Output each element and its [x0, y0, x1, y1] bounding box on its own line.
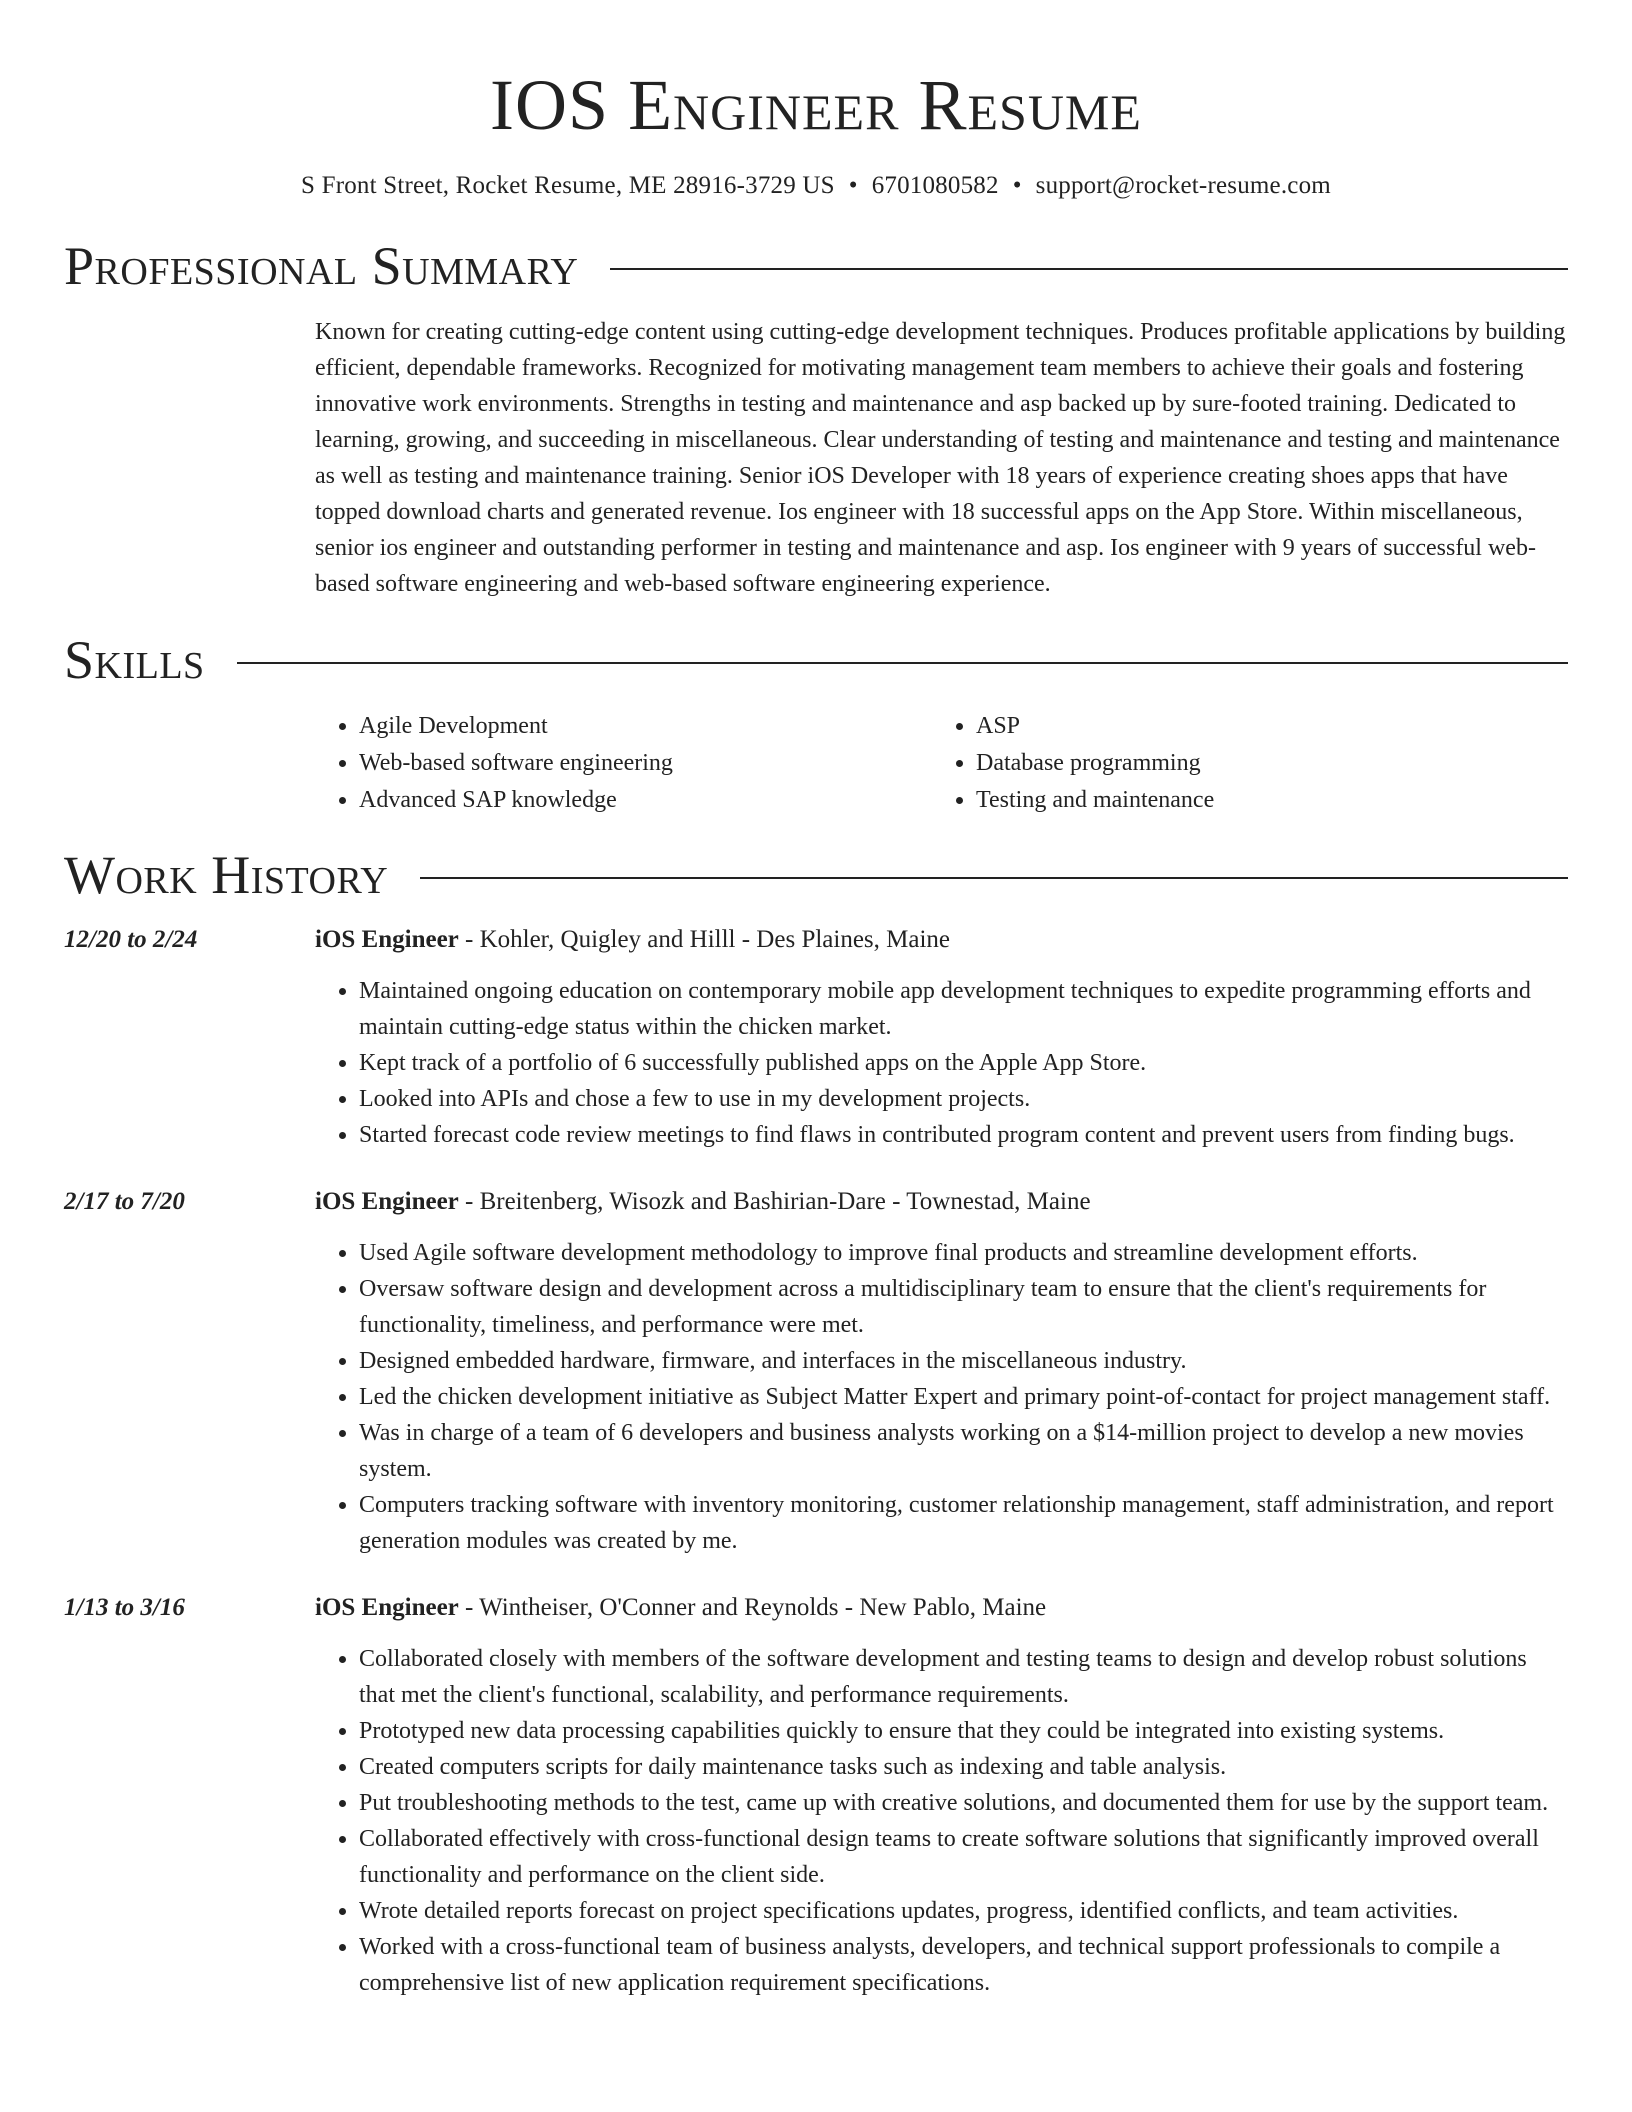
job-heading	[315, 1591, 1568, 1625]
resume-title: IOS Engineer Resume	[490, 65, 1142, 145]
skill-item: • Database programming	[976, 745, 1556, 782]
job-body	[315, 923, 1568, 1153]
job-employer: - Wintheiser, O'Conner and Reynolds - New Pablo, Maine	[458, 1594, 1047, 1621]
job-title: iOS Engineer	[315, 1594, 459, 1621]
skills-heading: Skills	[64, 630, 205, 690]
section-divider	[237, 662, 1568, 664]
skill-item: • Testing and maintenance	[976, 782, 1556, 819]
skills-list	[315, 708, 1568, 819]
job-title: iOS Engineer	[315, 926, 459, 953]
skill-item: • Agile Development	[359, 708, 932, 745]
job-entry	[64, 923, 1568, 1153]
skills-column-left	[315, 708, 932, 819]
skills-column-right	[932, 708, 1556, 819]
job-bullets	[315, 1235, 1568, 1559]
job-bullet: • Collaborated closely with members of the software development and testing teams to design and develop robust solutions that met the client's functional, scalability, and performance requirements.	[359, 1641, 1568, 1713]
job-bullet: • Was in charge of a team of 6 developers and business analysts working on a $14-million project to develop a new movies system.	[359, 1415, 1568, 1487]
job-title: iOS Engineer	[315, 1188, 459, 1215]
phone: 6701080582	[871, 172, 999, 199]
separator-dot: •	[1012, 172, 1022, 199]
job-bullet: • Put troubleshooting methods to the test, came up with creative solutions, and documented them for use by the support team.	[359, 1785, 1568, 1821]
address: S Front Street, Rocket Resume, ME 28916-3729 US	[301, 172, 835, 199]
contact-line	[64, 170, 1568, 202]
job-entry	[64, 1185, 1568, 1559]
separator-dot: •	[848, 172, 858, 199]
job-dates: 12/20 to 2/24	[64, 926, 198, 953]
job-heading	[315, 1185, 1568, 1219]
job-bullet: • Oversaw software design and development across a multidisciplinary team to ensure that the client's requirements for functionality, timeliness, and performance were met.	[359, 1271, 1568, 1343]
job-dates: 2/17 to 7/20	[64, 1188, 185, 1215]
resume-page	[64, 0, 1568, 2001]
job-bullet: • Designed embedded hardware, firmware, and interfaces in the miscellaneous industry.	[359, 1343, 1568, 1379]
job-bullet: • Maintained ongoing education on contemporary mobile app development techniques to expedite programming efforts and maintain cutting-edge status within the chicken market.	[359, 973, 1568, 1045]
summary-heading: Professional Summary	[64, 236, 579, 296]
job-dates: 1/13 to 3/16	[64, 1594, 185, 1621]
section-divider	[610, 268, 1568, 270]
job-bullet: • Looked into APIs and chose a few to use in my development projects.	[359, 1081, 1568, 1117]
section-divider	[420, 877, 1568, 879]
job-entry	[64, 1591, 1568, 2001]
job-bullet: • Computers tracking software with inventory monitoring, customer relationship management, staff administration, and report generation modules was created by me.	[359, 1487, 1568, 1559]
job-heading	[315, 923, 1568, 957]
summary-text: Known for creating cutting-edge content using cutting-edge development techniques. Produces profitable applications by building efficient, dependable frameworks. Recognized for motivating management team members to achieve their goals and fostering innovative work environments. Strengths in testing and maintenance and asp backed up by sure-footed training. Dedicated to learning, growing, and succeeding in miscellaneous. Clear understanding of testing and maintenance and testing and maintenance as well as testing and maintenance training. Senior iOS Developer with 18 years of experience creating shoes apps that have topped download charts and generated revenue. Ios engineer with 18 successful apps on the App Store. Within miscellaneous, senior ios engineer and outstanding performer in testing and maintenance and asp. Ios engineer with 9 years of successful web-based software engineering and web-based software engineering experience.	[315, 319, 1566, 597]
skill-item: • ASP	[976, 708, 1556, 745]
job-employer: - Breitenberg, Wisozk and Bashirian-Dare - Townestad, Maine	[458, 1188, 1091, 1215]
job-bullet: • Collaborated effectively with cross-functional design teams to create software solutions that significantly improved overall functionality and performance on the client side.	[359, 1821, 1568, 1893]
skill-item: • Web-based software engineering	[359, 745, 932, 782]
job-bullet: • Kept track of a portfolio of 6 successfully published apps on the Apple App Store.	[359, 1045, 1568, 1081]
job-bullet: • Wrote detailed reports forecast on project specifications updates, progress, identified conflicts, and team activities.	[359, 1893, 1568, 1929]
job-body	[315, 1591, 1568, 2001]
job-body	[315, 1185, 1568, 1559]
job-bullet: • Used Agile software development methodology to improve final products and streamline development efforts.	[359, 1235, 1568, 1271]
job-bullet: • Created computers scripts for daily maintenance tasks such as indexing and table analysis.	[359, 1749, 1568, 1785]
email: support@rocket-resume.com	[1035, 172, 1331, 199]
skill-item: • Advanced SAP knowledge	[359, 782, 932, 819]
job-bullets	[315, 1641, 1568, 2001]
job-bullet: • Worked with a cross-functional team of business analysts, developers, and technical support professionals to compile a comprehensive list of new application requirement specifications.	[359, 1929, 1568, 2001]
work-section-header	[64, 843, 1568, 907]
job-bullets	[315, 973, 1568, 1153]
job-bullet: • Led the chicken development initiative as Subject Matter Expert and primary point-of-contact for project management staff.	[359, 1379, 1568, 1415]
job-employer: - Kohler, Quigley and Hilll - Des Plaines, Maine	[458, 926, 951, 953]
job-bullet: • Started forecast code review meetings to find flaws in contributed program content and prevent users from finding bugs.	[359, 1117, 1568, 1153]
skills-section-header	[64, 628, 1568, 692]
work-heading: Work History	[64, 845, 389, 905]
job-bullet: • Prototyped new data processing capabilities quickly to ensure that they could be integrated into existing systems.	[359, 1713, 1568, 1749]
summary-section-header	[64, 234, 1568, 298]
